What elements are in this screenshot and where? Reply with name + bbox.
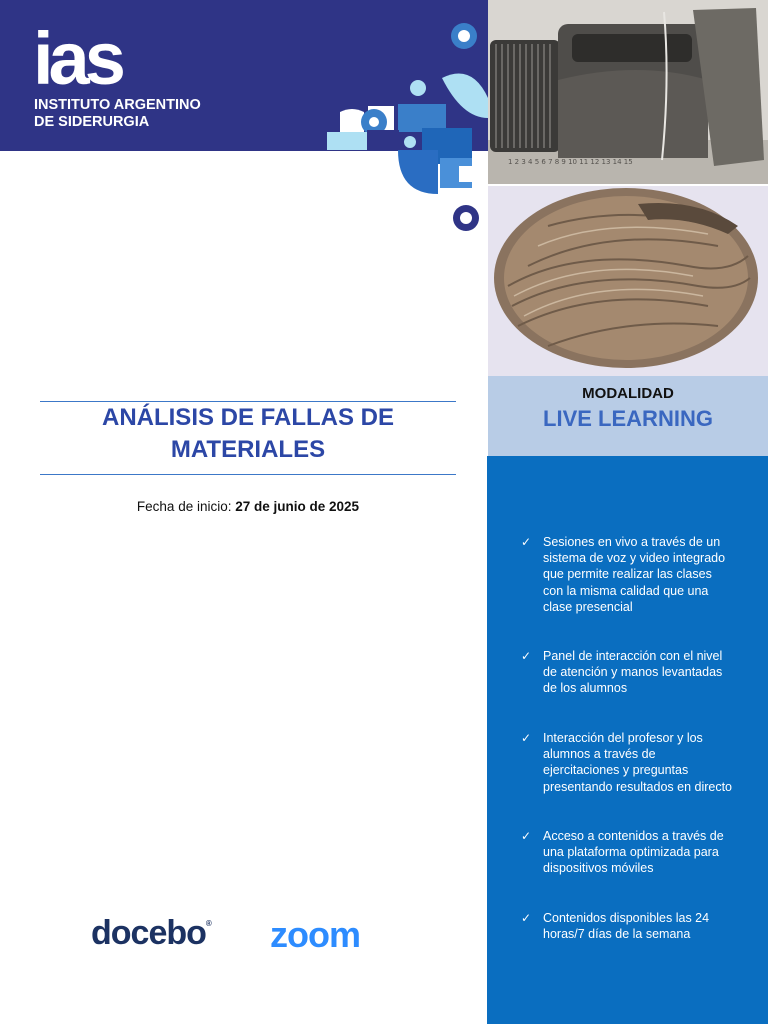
institute-name-line2: DE SIDERURGIA — [34, 114, 150, 130]
ias-logo: ias — [33, 17, 121, 100]
feature-line: ejercitaciones y preguntas — [543, 763, 689, 778]
registered-mark: ® — [205, 919, 212, 928]
feature-line: clase presencial — [543, 599, 633, 614]
feature-text — [543, 910, 761, 942]
svg-text:1 2 3 4 5 6 7 8 9 10 11 12 13: 1 2 3 4 5 6 7 8 9 10 11 12 13 14 15 — [508, 158, 633, 166]
course-title-line1: ANÁLISIS DE FALLAS DE — [101, 404, 395, 431]
check-icon: ✓ — [521, 535, 532, 549]
institute-name-line1: INSTITUTO ARGENTINO — [34, 97, 201, 113]
threaded-shaft-photo — [488, 0, 768, 184]
start-date-value: 27 de junio de 2025 — [235, 499, 360, 514]
zoom-logo: zoom — [270, 914, 360, 955]
check-icon: ✓ — [521, 731, 532, 745]
feature-line: horas/7 días de la semana — [543, 927, 691, 942]
start-date-label: Fecha de inicio: — [136, 499, 232, 514]
check-icon: ✓ — [521, 649, 532, 663]
feature-line: Contenidos disponibles las 24 — [543, 911, 710, 925]
fracture-surface-photo — [488, 186, 768, 376]
feature-line: alumnos a través de — [543, 747, 656, 762]
docebo-logo — [91, 914, 212, 953]
course-title — [40, 402, 456, 466]
feature-line: sistema de voz y video integrado — [543, 551, 726, 566]
feature-line: Sesiones en vivo a través de un — [543, 535, 721, 549]
modality-value: LIVE LEARNING — [543, 406, 713, 431]
feature-line: Interacción del profesor y los — [543, 731, 703, 745]
feature-line: de atención y manos levantadas — [543, 665, 723, 680]
modality-label: MODALIDAD — [582, 385, 674, 402]
feature-line: dispositivos móviles — [543, 861, 654, 876]
feature-line: de los alumnos — [543, 681, 628, 696]
feature-text — [543, 648, 761, 697]
feature-line: que permite realizar las clases — [543, 567, 712, 582]
modality-box — [488, 376, 768, 456]
geometric-decoration — [322, 18, 492, 238]
feature-line: con la misma calidad que una — [543, 583, 709, 598]
feature-line: presentando resultados en directo — [543, 779, 733, 794]
feature-line: Panel de interacción con el nivel — [543, 649, 723, 663]
feature-text — [543, 828, 761, 877]
docebo-wordmark: docebo — [91, 914, 206, 952]
title-rule-bottom — [40, 474, 456, 475]
course-title-line2: MATERIALES — [170, 436, 326, 463]
institute-name — [34, 97, 201, 131]
check-icon: ✓ — [521, 829, 532, 843]
feature-text — [543, 730, 761, 795]
features-panel — [487, 456, 768, 1024]
feature-line: Acceso a contenidos a través de — [543, 829, 724, 843]
feature-text — [543, 534, 761, 615]
start-date — [40, 499, 456, 514]
feature-line: una plataforma optimizada para — [543, 845, 719, 860]
check-icon: ✓ — [521, 911, 532, 925]
